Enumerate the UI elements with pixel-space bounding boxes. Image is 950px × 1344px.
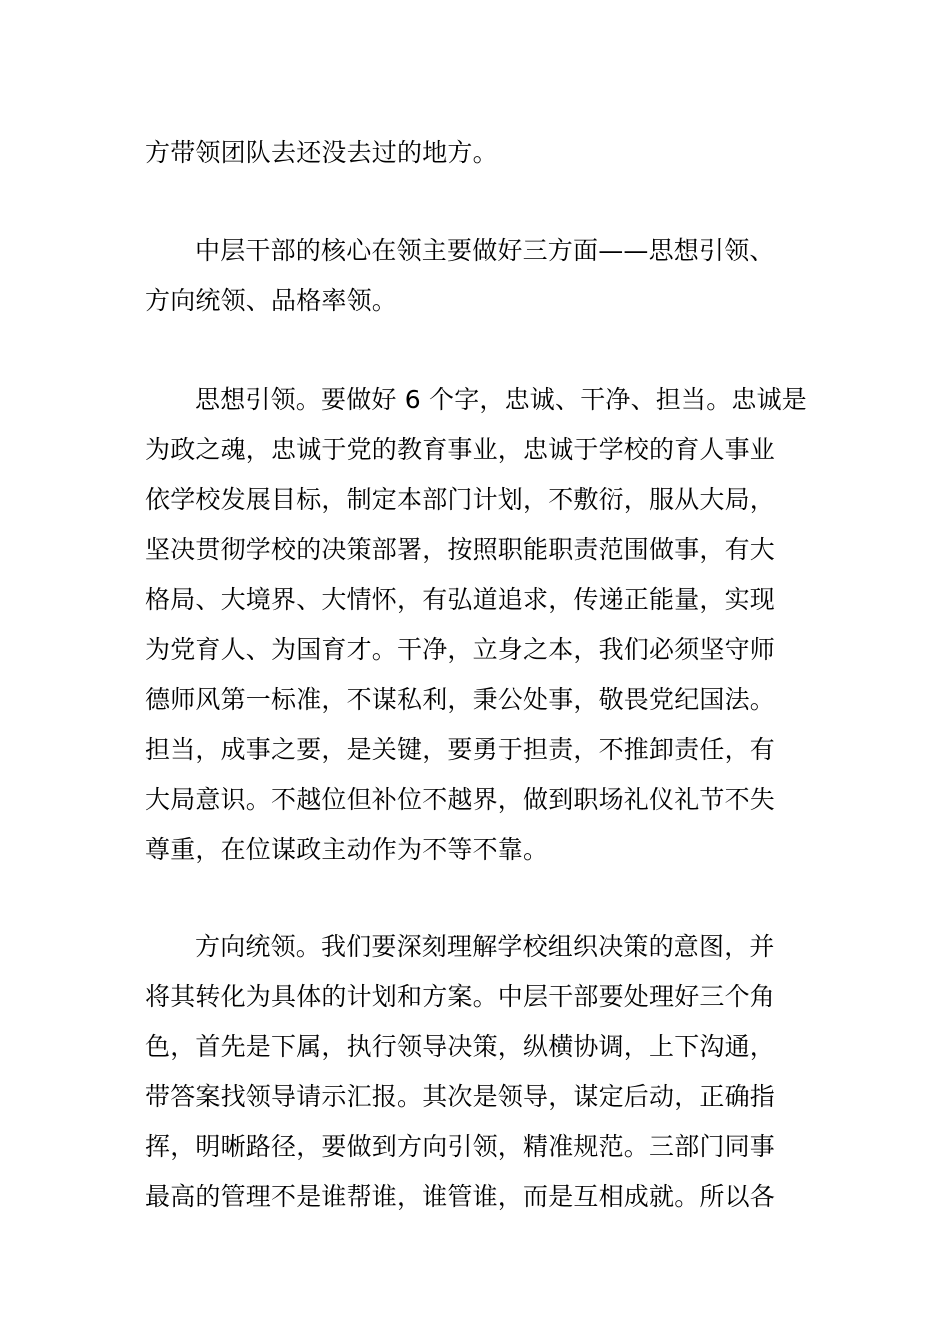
text-line: 担当，成事之要，是关键，要勇于担责，不推卸责任，有 (145, 735, 776, 764)
paragraph-thought-leadership (145, 375, 810, 875)
text-line: 依学校发展目标，制定本部门计划，不敷衍，服从大局， (145, 485, 776, 514)
text-line: 带答案找领导请示汇报。其次是领导，谋定后动，正确指 (145, 1082, 776, 1111)
text-line: 大局意识。不越位但补位不越界，做到职场礼仪礼节不失 (145, 785, 776, 814)
text-line: 色，首先是下属，执行领导决策，纵横协调，上下沟通， (145, 1032, 776, 1061)
text-line: 方向统领。我们要深刻理解学校组织决策的意图，并 (195, 932, 775, 961)
text-line: 中层干部的核心在领主要做好三方面——思想引领、 (195, 236, 775, 265)
text-line: 为政之魂，忠诚于党的教育事业，忠诚于学校的育人事业 (145, 435, 776, 464)
text-line: 尊重，在位谋政主动作为不等不靠。 (145, 835, 549, 864)
paragraph-continuation (145, 128, 810, 178)
paragraph-core-leadership (145, 226, 810, 326)
text-line: 坚决贯彻学校的决策部署，按照职能职责范围做事，有大 (145, 535, 776, 564)
text-line: 方带领团队去还没去过的地方。 (145, 138, 498, 167)
text-line: 思想引领。要做好 6 个字，忠诚、干净、担当。忠诚是 (195, 385, 808, 414)
text-line: 格局、大境界、大情怀，有弘道追求，传递正能量，实现 (145, 585, 776, 614)
text-line: 德师风第一标准，不谋私利，秉公处事，敬畏党纪国法。 (145, 685, 776, 714)
text-line: 将其转化为具体的计划和方案。中层干部要处理好三个角 (145, 982, 776, 1011)
text-line: 挥，明晰路径，要做到方向引领，精准规范。三部门同事 (145, 1132, 776, 1161)
text-line: 方向统领、品格率领。 (145, 286, 398, 315)
text-line: 最高的管理不是谁帮谁，谁管谁，而是互相成就。所以各 (145, 1182, 776, 1211)
paragraph-direction-leadership (145, 922, 810, 1222)
text-line: 为党育人、为国育才。干净，立身之本，我们必须坚守师 (145, 635, 776, 664)
